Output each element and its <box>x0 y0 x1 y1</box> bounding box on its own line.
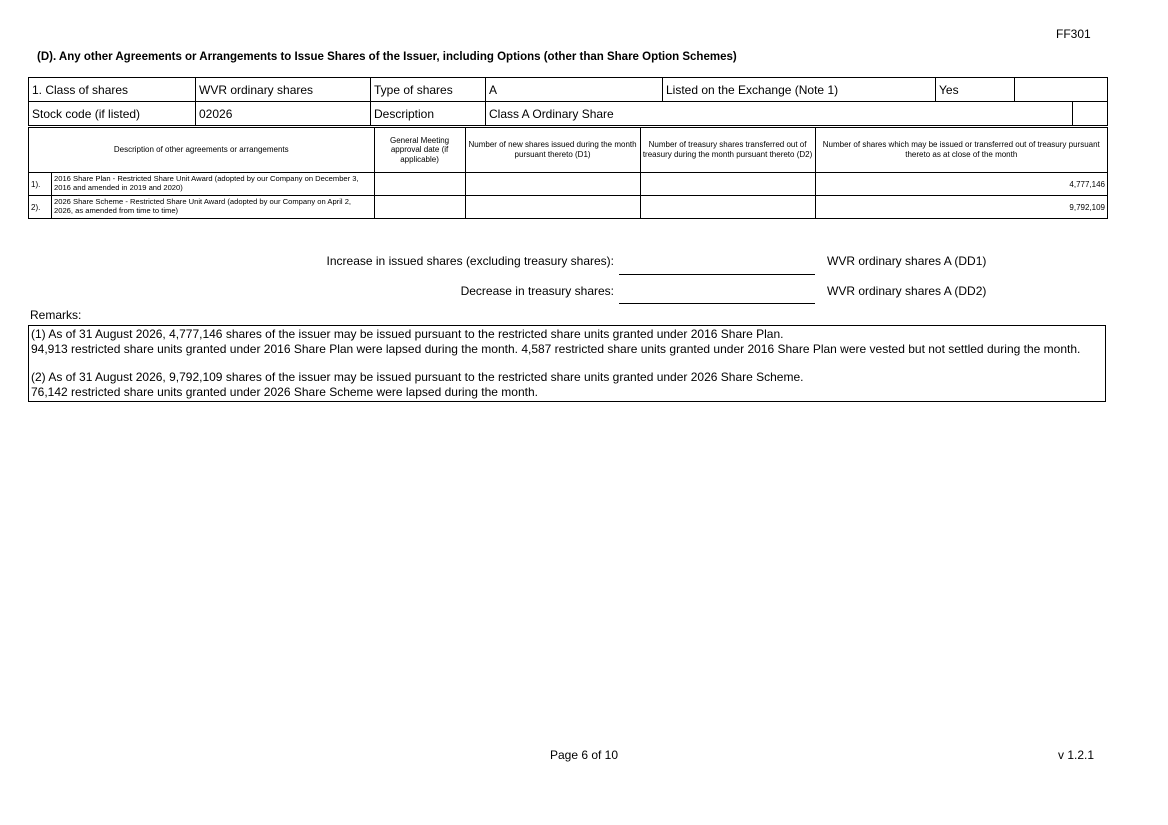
remark-1-line-1: (1) As of 31 August 2026, 4,777,146 shares of the issuer may be issued pursuant to the restricted share units granted under 2016 Share Plan. <box>31 327 784 341</box>
class-of-shares-table <box>28 77 1108 102</box>
header-new-shares: Number of new shares issued during the month pursuant thereto (D1) <box>465 128 640 173</box>
decrease-value <box>619 289 815 304</box>
header-gm-date: General Meeting approval date (if applicable) <box>374 128 465 173</box>
row-treasury-transferred <box>640 196 815 219</box>
remark-1-line-2: 94,913 restricted share units granted under 2016 Share Plan were lapsed during the month. 4,587 restricted share units granted under 2016 Share Plan were vested but not settled during the month. <box>31 341 1081 356</box>
increase-unit: WVR ordinary shares A (DD1) <box>827 254 987 268</box>
table-row <box>29 196 1108 219</box>
description-label: Description <box>371 102 486 126</box>
page-number: Page 6 of 10 <box>549 748 619 762</box>
row-description: 2016 Share Plan - Restricted Share Unit Award (adopted by our Company on December 3, 2016 and amended in 2019 and 2020) <box>52 173 375 196</box>
remark-2-line-1: (2) As of 31 August 2026, 9,792,109 shares of the issuer may be issued pursuant to the restricted share units granted under 2026 Share Scheme. <box>31 370 804 384</box>
header-treasury-transferred: Number of treasury shares transferred out of treasury during the month pursuant thereto (D2) <box>640 128 815 173</box>
stock-code-table <box>28 101 1108 126</box>
blank-cell <box>1015 78 1108 102</box>
blank-cell <box>1073 102 1108 126</box>
description-value: Class A Ordinary Share <box>486 102 1073 126</box>
header-description: Description of other agreements or arrangements <box>29 128 375 173</box>
row-gm-date <box>374 196 465 219</box>
stock-code-value: 02026 <box>196 102 371 126</box>
agreements-table <box>28 127 1108 219</box>
type-value: A <box>486 78 663 102</box>
listed-value: Yes <box>936 78 1015 102</box>
listed-label: Listed on the Exchange (Note 1) <box>663 78 936 102</box>
row-index: 2). <box>29 196 52 219</box>
header-may-be-issued: Number of shares which may be issued or transferred out of treasury pursuant thereto as at close of the month <box>815 128 1107 173</box>
table-row <box>29 173 1108 196</box>
decrease-label: Decrease in treasury shares: <box>460 284 614 298</box>
remarks-label: Remarks: <box>30 308 82 322</box>
row-index: 1). <box>29 173 52 196</box>
class-label: 1. Class of shares <box>29 78 196 102</box>
remarks-box <box>28 325 1106 402</box>
row-new-shares <box>465 173 640 196</box>
remark-spacer <box>31 356 1103 370</box>
version-label: v 1.2.1 <box>1058 748 1095 762</box>
row-treasury-transferred <box>640 173 815 196</box>
type-label: Type of shares <box>371 78 486 102</box>
form-code: FF301 <box>1056 27 1091 41</box>
section-title: (D). Any other Agreements or Arrangements to Issue Shares of the Issuer, including Options (other than Share Option Schemes) <box>37 51 737 63</box>
row-gm-date <box>374 173 465 196</box>
row-may-be-issued: 9,792,109 <box>815 196 1107 219</box>
increase-label: Increase in issued shares (excluding treasury shares): <box>326 254 614 268</box>
remark-2-line-2: 76,142 restricted share units granted under 2026 Share Scheme were lapsed during the month. <box>31 384 538 399</box>
row-may-be-issued: 4,777,146 <box>815 173 1107 196</box>
stock-code-label: Stock code (if listed) <box>29 102 196 126</box>
increase-value <box>619 260 815 275</box>
row-new-shares <box>465 196 640 219</box>
row-description: 2026 Share Scheme - Restricted Share Unit Award (adopted by our Company on April 2, 2026, as amended from time to time) <box>52 196 375 219</box>
decrease-unit: WVR ordinary shares A (DD2) <box>827 284 987 298</box>
class-value: WVR ordinary shares <box>196 78 371 102</box>
